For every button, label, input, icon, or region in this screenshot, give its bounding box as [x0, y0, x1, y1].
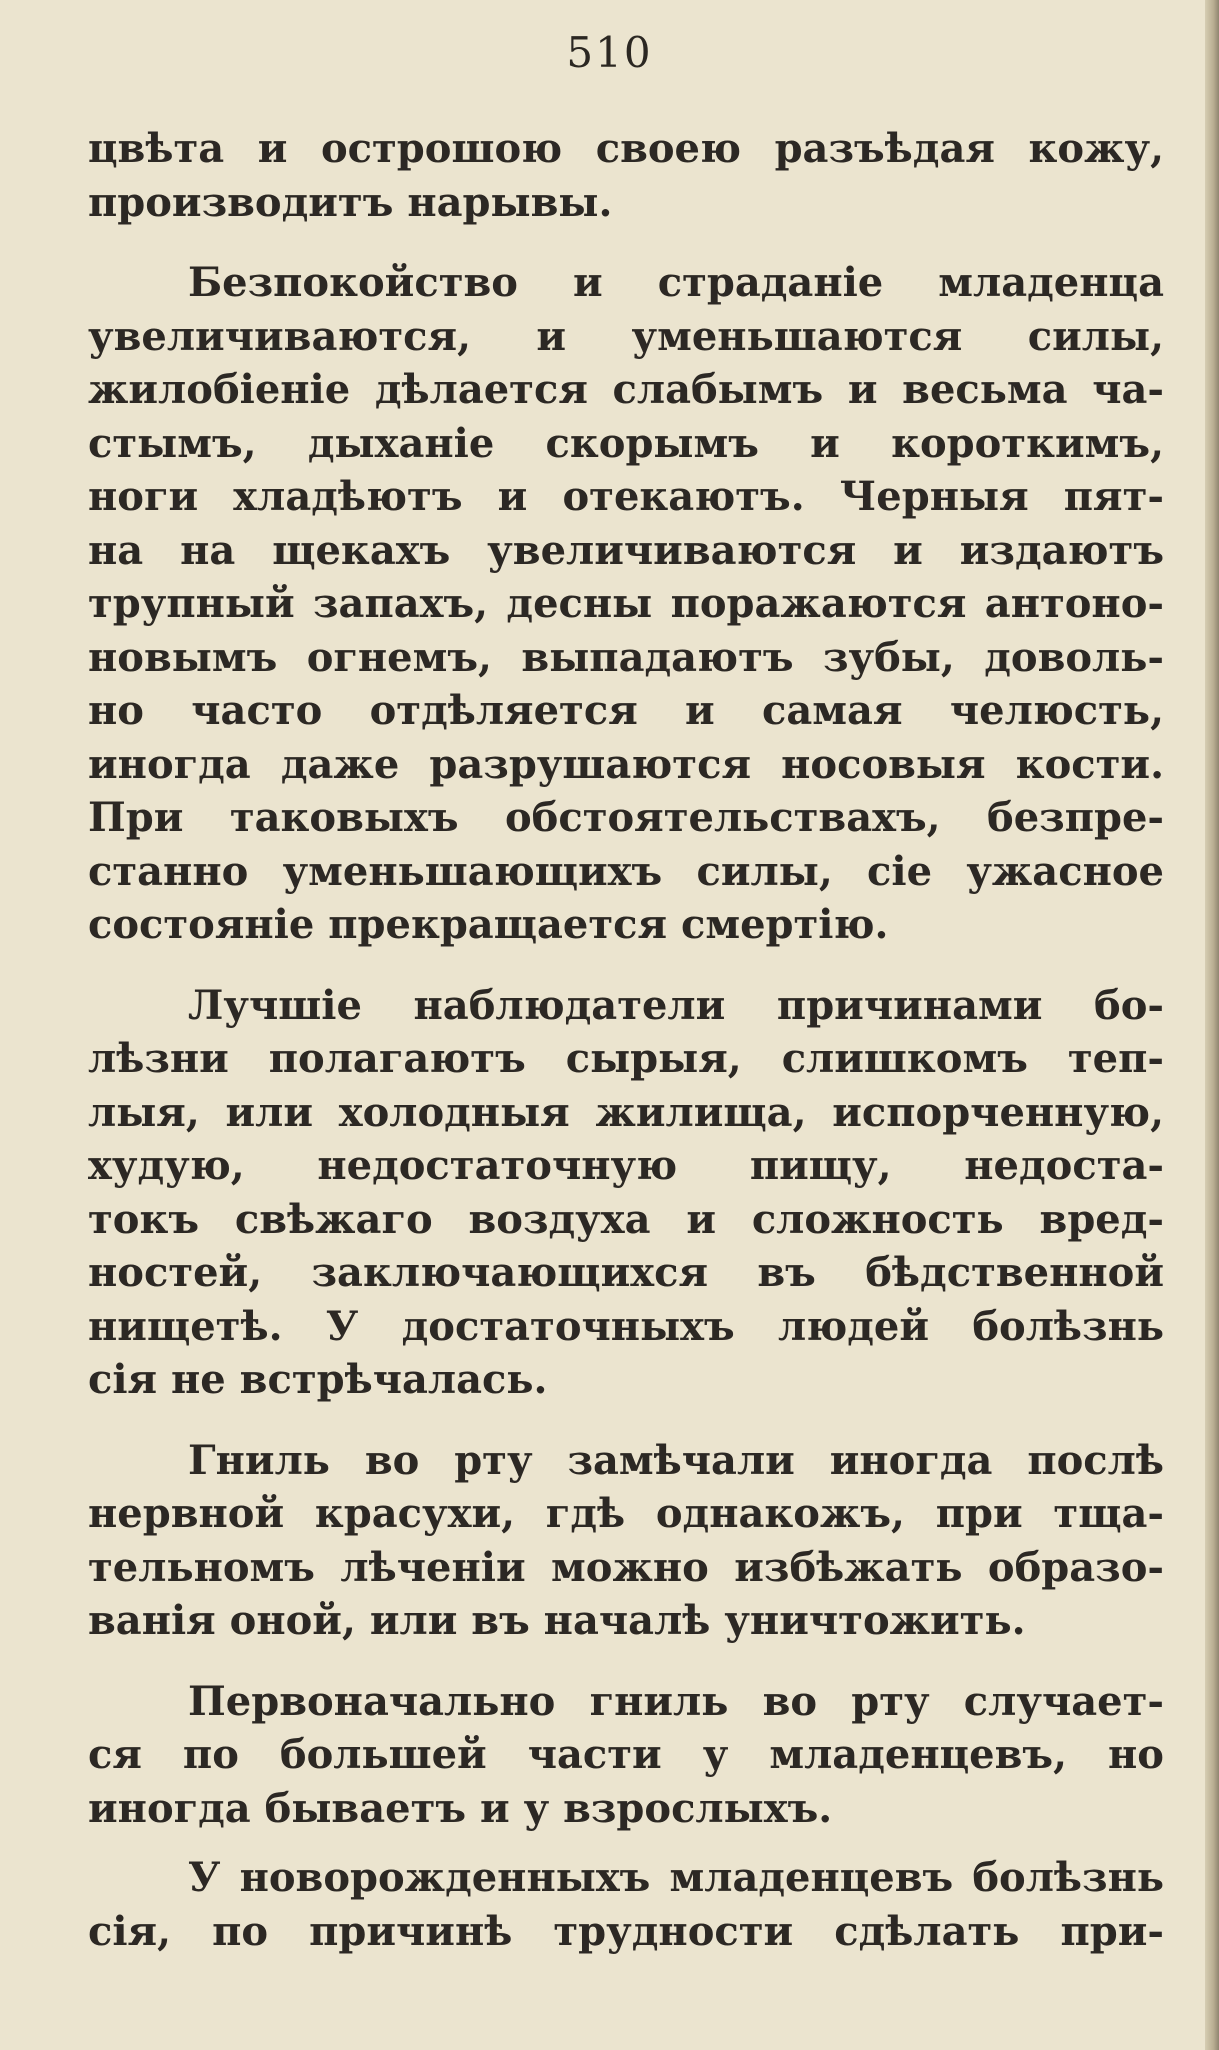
text-line: Первоначально гниль во рту случает- — [188, 1677, 1164, 1725]
text-line: нервной красухи, гдѣ однакожъ, при тща- — [88, 1490, 1164, 1537]
paragraph-2 — [88, 256, 1164, 952]
text-line: производитъ нарывы. — [88, 178, 613, 226]
paragraph-1 — [88, 122, 1164, 229]
text-line: лыя, или холодныя жилища, испорченную, — [88, 1088, 1164, 1136]
body-text — [88, 122, 1164, 1958]
text-line: ся по большей части у младенцевъ, но — [88, 1731, 1164, 1778]
text-line: ноги хладѣютъ и отекаютъ. Черныя пят- — [88, 473, 1164, 520]
text-line: на на щекахъ увеличиваются и издаютъ — [88, 526, 1164, 574]
text-line: тельномъ лѣченіи можно избѣжать образо- — [88, 1543, 1164, 1591]
text-line: сія, по причинѣ трудности сдѣлать при- — [88, 1907, 1164, 1955]
text-line: новымъ огнемъ, выпадаютъ зубы, доволь- — [88, 633, 1164, 681]
text-line: сія не встрѣчалась. — [88, 1356, 548, 1403]
text-line: иногда даже разрушаются носовыя кости. — [88, 740, 1164, 788]
text-line: иногда бываетъ и у взрослыхъ. — [88, 1784, 833, 1832]
paragraph-6 — [88, 1851, 1164, 1958]
text-line: увеличиваются, и уменьшаются силы, — [88, 312, 1164, 360]
text-line: цвѣта и острошою своею разъѣдая кожу, — [88, 125, 1164, 172]
text-line: При таковыхъ обстоятельствахъ, безпре- — [88, 794, 1164, 841]
text-line: У новорожденныхъ младенцевъ болѣзнь — [188, 1854, 1164, 1901]
paragraph-5 — [88, 1675, 1164, 1836]
text-line: жилобіеніе дѣлается слабымъ и весьма ча- — [88, 366, 1164, 413]
text-line: нищетѣ. У достаточныхъ людей болѣзнь — [88, 1302, 1164, 1350]
text-line: токъ свѣжаго воздуха и сложность вред- — [88, 1195, 1164, 1243]
text-line: но часто отдѣляется и самая челюсть, — [88, 687, 1164, 734]
text-line: Безпокойство и страданіе младенца — [188, 259, 1164, 306]
paragraph-4 — [88, 1434, 1164, 1648]
paragraph-3 — [88, 979, 1164, 1407]
page-edge-shadow — [1205, 0, 1219, 2050]
text-line: трупный запахъ, десны поражаются антоно- — [88, 580, 1164, 627]
text-line: худую, недостаточную пищу, недоста- — [88, 1142, 1164, 1189]
text-line: стымъ, дыханіе скорымъ и короткимъ, — [88, 419, 1164, 467]
text-line: лѣзни полагаютъ сырыя, слишкомъ теп- — [88, 1035, 1164, 1082]
text-line: ванія оной, или въ началѣ уничтожить. — [88, 1597, 1026, 1644]
text-line: состояніе прекращается смертію. — [88, 901, 889, 948]
text-line: Лучшіе наблюдатели причинами бо- — [188, 981, 1164, 1029]
text-line: ностей, заключающихся въ бѣдственной — [88, 1249, 1164, 1296]
page-number: 510 — [566, 28, 653, 77]
text-line: Гниль во рту замѣчали иногда послѣ — [188, 1436, 1164, 1484]
text-line: станно уменьшающихъ силы, сіе ужасное — [88, 847, 1164, 895]
